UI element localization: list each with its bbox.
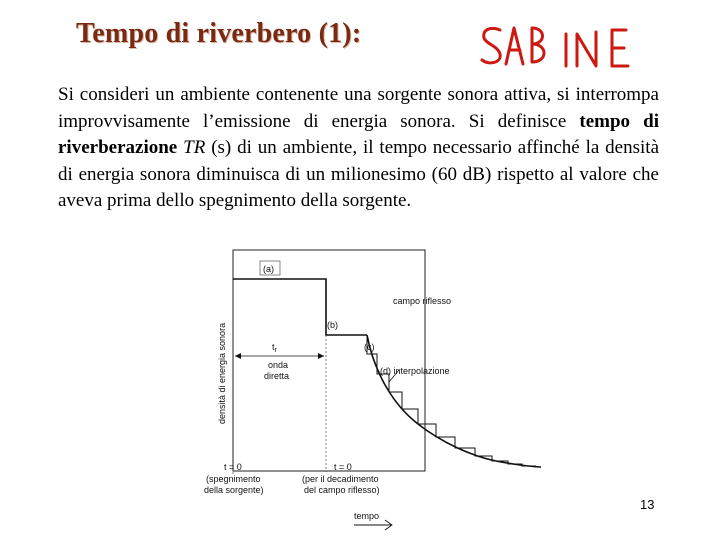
handwritten-sabine [478,22,638,72]
page-number: 13 [640,497,655,512]
term-reverberation-time: tempo di riverberazione [58,110,660,158]
t0-field-note-2: del campo riflesso) [304,485,380,495]
label-direct-wave-2: diretta [264,371,290,381]
t0-field-label: t = 0 [334,462,352,472]
decay-interpolation-curve [367,335,541,467]
decay-staircase [367,335,536,466]
t0-source-label: t = 0 [224,462,242,472]
definition-paragraph [58,82,659,215]
time-arrow [354,520,392,530]
slide-title: Tempo di riverbero (1): [76,18,362,49]
label-d: (d) interpolazione [380,366,450,376]
t0-source-note-2: della sorgente) [204,485,264,495]
y-axis-label: densità di energia sonora [217,322,227,424]
plot-frame [233,250,425,471]
paragraph-part-1: Si consideri un ambiente contenente una sorgente sonora attiva, si interrompa improvvisamente l’emissione di energia sonora. Si definisce [58,84,659,132]
source-level-line [233,279,367,335]
paragraph-part-2: (s) di un ambiente, il tempo necessario affinché la densità di energia sonora diminuisca di un milionesimo (60 dB) rispetto al valore che aveva prima dello spegnimento della sorgente. [58,137,659,211]
t0-source-note-1: (spegnimento [206,474,261,484]
symbol-tr: TR [183,137,206,158]
label-direct-wave-1: onda [268,360,289,370]
x-axis-label: tempo [354,511,380,521]
label-tr: $t_r$ [272,342,277,354]
label-b: (b) [327,320,338,330]
label-c: (c) [364,342,375,352]
label-a: (a) [263,264,274,274]
label-reflected-field: campo riflesso [393,296,452,306]
t0-field-note-1: (per il decadimento [302,474,379,484]
reverberation-figure [196,246,452,536]
